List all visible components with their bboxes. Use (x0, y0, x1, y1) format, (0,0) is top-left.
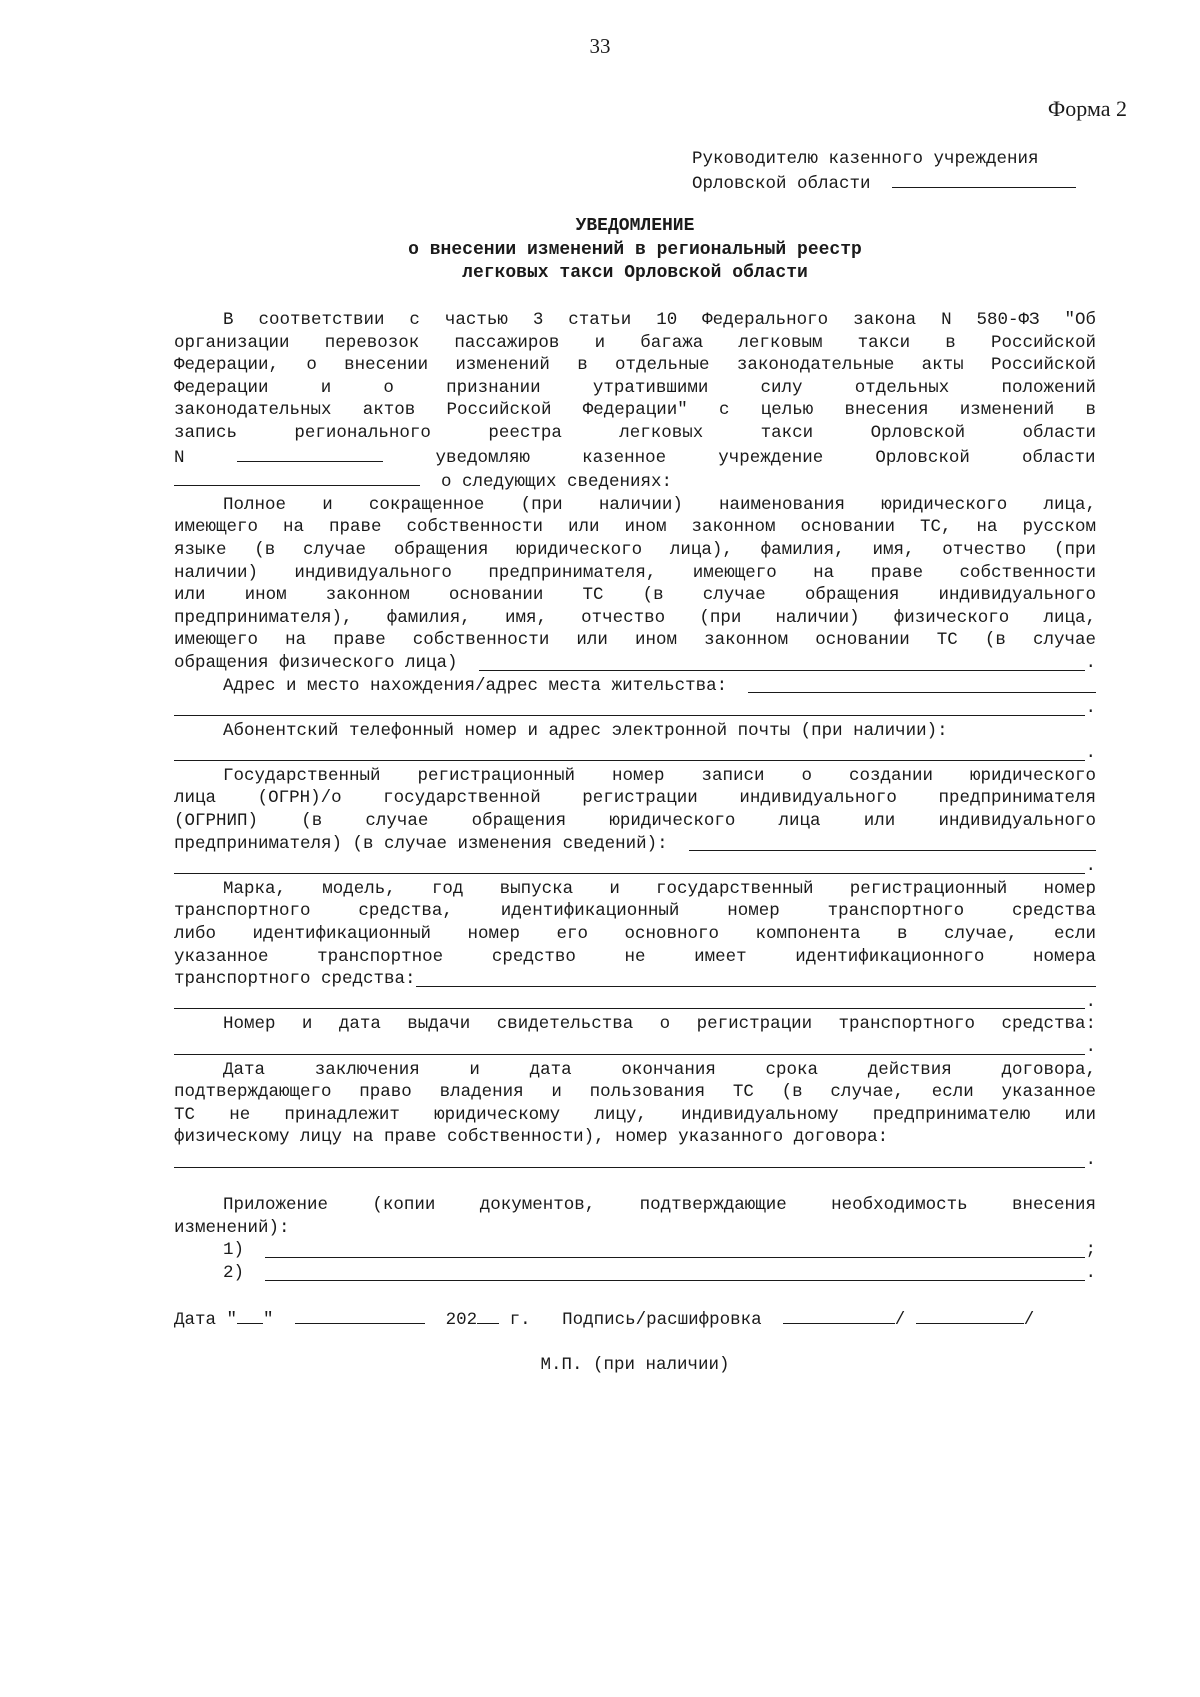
slash: / (1023, 1310, 1035, 1331)
addressee-name-field[interactable] (892, 171, 1076, 188)
address-label: Адрес и место нахождения/адрес места жительства: (223, 675, 728, 696)
vehicle-line: транспортного средства: (174, 969, 416, 990)
vehicle-info-field[interactable] (416, 970, 1096, 987)
semicolon: ; (1085, 1240, 1096, 1261)
addressee-line-2: Орловской области (692, 171, 1102, 196)
ogrn-line: лица (ОГРН)/о государственной регистрации индивидуального предпринимателя (174, 788, 1096, 809)
year-suffix: г. (509, 1310, 531, 1331)
intro-line: Федерации и о признании утратившими силу отдельных положений (174, 377, 1096, 398)
signature-field[interactable] (783, 1307, 895, 1324)
section-certificate-row (174, 1036, 1096, 1059)
period: . (1085, 743, 1096, 764)
section-phone-row (174, 742, 1096, 765)
section-name-line: языке (в случае обращения юридического лица), фамилия, имя, отчество (при (174, 539, 1096, 560)
attachment-item-2 (174, 1262, 1096, 1285)
applicant-name-field[interactable] (479, 654, 1086, 671)
slash: / (894, 1310, 906, 1331)
period: . (1085, 1037, 1096, 1057)
contract-line: подтверждающего право владения и пользования ТС (в случае, если указанное (174, 1082, 1096, 1103)
section-vehicle (174, 878, 1096, 1014)
vehicle-line: указанное транспортное средство не имеет идентификационного номера (174, 946, 1096, 967)
ogrn-field[interactable] (689, 834, 1096, 851)
phone-email-field[interactable] (174, 744, 1085, 761)
date-label: Дата " (174, 1310, 238, 1331)
contract-line: ТС не принадлежит юридическому лицу, индивидуальному предпринимателю или (174, 1104, 1096, 1125)
address-field-continuation[interactable] (174, 699, 1085, 716)
vehicle-line: транспортного средства, идентификационный номер транспортного средства (174, 901, 1096, 922)
phone-label: Абонентский телефонный номер и адрес электронной почты (при наличии): (223, 720, 948, 741)
signature-transcript-field[interactable] (916, 1307, 1024, 1324)
intro-line: запись регионального реестра легковых такси Орловской области (174, 422, 1096, 443)
section-name-line: или ином законном основании ТС (в случае обращения индивидуального (174, 585, 1096, 606)
period: . (1085, 698, 1096, 719)
title-line-3: легковых такси Орловской области (462, 263, 808, 283)
intro-line-info: о следующих сведениях: (174, 469, 1096, 494)
period: . (1085, 1149, 1096, 1170)
section-name-line: Полное и сокращенное (при наличии) наименования юридического лица, (223, 494, 1096, 515)
ogrn-line: (ОГРНИП) (в случае обращения юридического лица или индивидуального (174, 811, 1096, 832)
section-name-line: имеющего на праве собственности или ином законном основании ТС, на русском (174, 517, 1096, 538)
date-year-field[interactable] (477, 1307, 499, 1324)
date-day-field[interactable] (237, 1307, 263, 1324)
period: . (1085, 856, 1096, 877)
page-number: 33 (589, 34, 611, 58)
section-phone (174, 720, 1096, 765)
section-address-row (174, 675, 1096, 698)
address-field[interactable] (748, 676, 1096, 693)
section-vehicle-row (174, 968, 1096, 991)
vehicle-info-field-continuation[interactable] (174, 992, 1085, 1009)
period: . (1085, 652, 1096, 673)
form-body (174, 309, 1096, 1377)
vehicle-line: Марка, модель, год выпуска и государственный регистрационный номер (223, 878, 1096, 899)
addressee-line-1: Руководителю казенного учреждения (692, 149, 1039, 169)
section-name-line: имеющего на праве собственности или ином законном основании ТС (в случае (174, 630, 1096, 651)
attachment-field-1[interactable] (265, 1241, 1085, 1258)
attachment-number: 1) (223, 1240, 245, 1261)
section-ogrn-row-2 (174, 855, 1096, 878)
period: . (1085, 991, 1096, 1012)
date-quote: " (263, 1310, 274, 1331)
intro-line: Федерации, о внесении изменений в отдельные законодательные акты Российской (174, 355, 1096, 376)
attachment-number: 2) (223, 1262, 245, 1283)
section-vehicle-row-2 (174, 991, 1096, 1014)
title-line-2: о внесении изменений в региональный реестр (408, 239, 862, 260)
signature-label: Подпись/расшифровка (562, 1310, 762, 1331)
attachment-field-2[interactable] (265, 1264, 1085, 1281)
contract-line: физическому лицу на праве собственности), номер указанного договора: (174, 1127, 889, 1148)
certificate-field[interactable] (174, 1038, 1085, 1055)
section-name-fill (174, 652, 1096, 675)
form-label: Форма 2 (1047, 96, 1127, 121)
contract-field[interactable] (174, 1151, 1085, 1168)
section-name-line: обращения физического лица) (174, 652, 458, 673)
stamp-note: М.П. (при наличии) (540, 1355, 730, 1376)
section-contract-row (174, 1149, 1096, 1172)
ogrn-line: предпринимателя) (в случае изменения сведений): (174, 833, 668, 854)
section-name-line: наличии) индивидуального предпринимателя, имеющего на праве собственности (174, 562, 1096, 583)
signature-row (174, 1307, 1096, 1332)
intro-line: организации перевозок пассажиров и багажа легковым такси в Российской (174, 332, 1096, 353)
organization-field[interactable] (174, 469, 420, 486)
addressee-block (692, 148, 1102, 195)
section-name-line: предпринимателя), фамилия, имя, отчество (при наличии) физического лица, (174, 607, 1096, 628)
attachment-item-1 (174, 1239, 1096, 1262)
attachments-line: изменений): (174, 1217, 290, 1238)
document-title (170, 215, 1100, 286)
section-address-row-2 (174, 697, 1096, 720)
certificate-label: Номер и дата выдачи свидетельства о регистрации транспортного средства: (223, 1014, 1096, 1035)
date-month-field[interactable] (295, 1307, 425, 1324)
section-ogrn (174, 765, 1096, 878)
section-name (174, 494, 1096, 675)
vehicle-line: либо идентификационный номер его основного компонента в случае, если (174, 924, 1096, 945)
contract-line: Дата заключения и дата окончания срока действия договора, (223, 1059, 1096, 1080)
section-contract (174, 1059, 1096, 1172)
attachments-line: Приложение (копии документов, подтверждающие необходимость внесения (223, 1195, 1096, 1216)
ogrn-line: Государственный регистрационный номер записи о создании юридического (223, 765, 1096, 786)
intro-line-number: N уведомляю казенное учреждение Орловской области (174, 445, 1096, 470)
ogrn-field-continuation[interactable] (174, 857, 1085, 874)
intro-line: законодательных актов Российской Федерации" с целью внесения изменений в (174, 400, 1096, 421)
intro-line: В соответствии с частью 3 статьи 10 Федерального закона N 580-ФЗ "Об (223, 310, 1096, 330)
section-certificate (174, 1013, 1096, 1058)
registry-record-number-field[interactable] (237, 445, 383, 462)
title-line-1: УВЕДОМЛЕНИЕ (575, 216, 695, 236)
year-label: 202 (445, 1310, 478, 1331)
section-ogrn-row (174, 833, 1096, 856)
section-address (174, 675, 1096, 720)
period: . (1085, 1262, 1096, 1283)
intro-paragraph (174, 309, 1096, 494)
section-attachments (174, 1194, 1096, 1284)
